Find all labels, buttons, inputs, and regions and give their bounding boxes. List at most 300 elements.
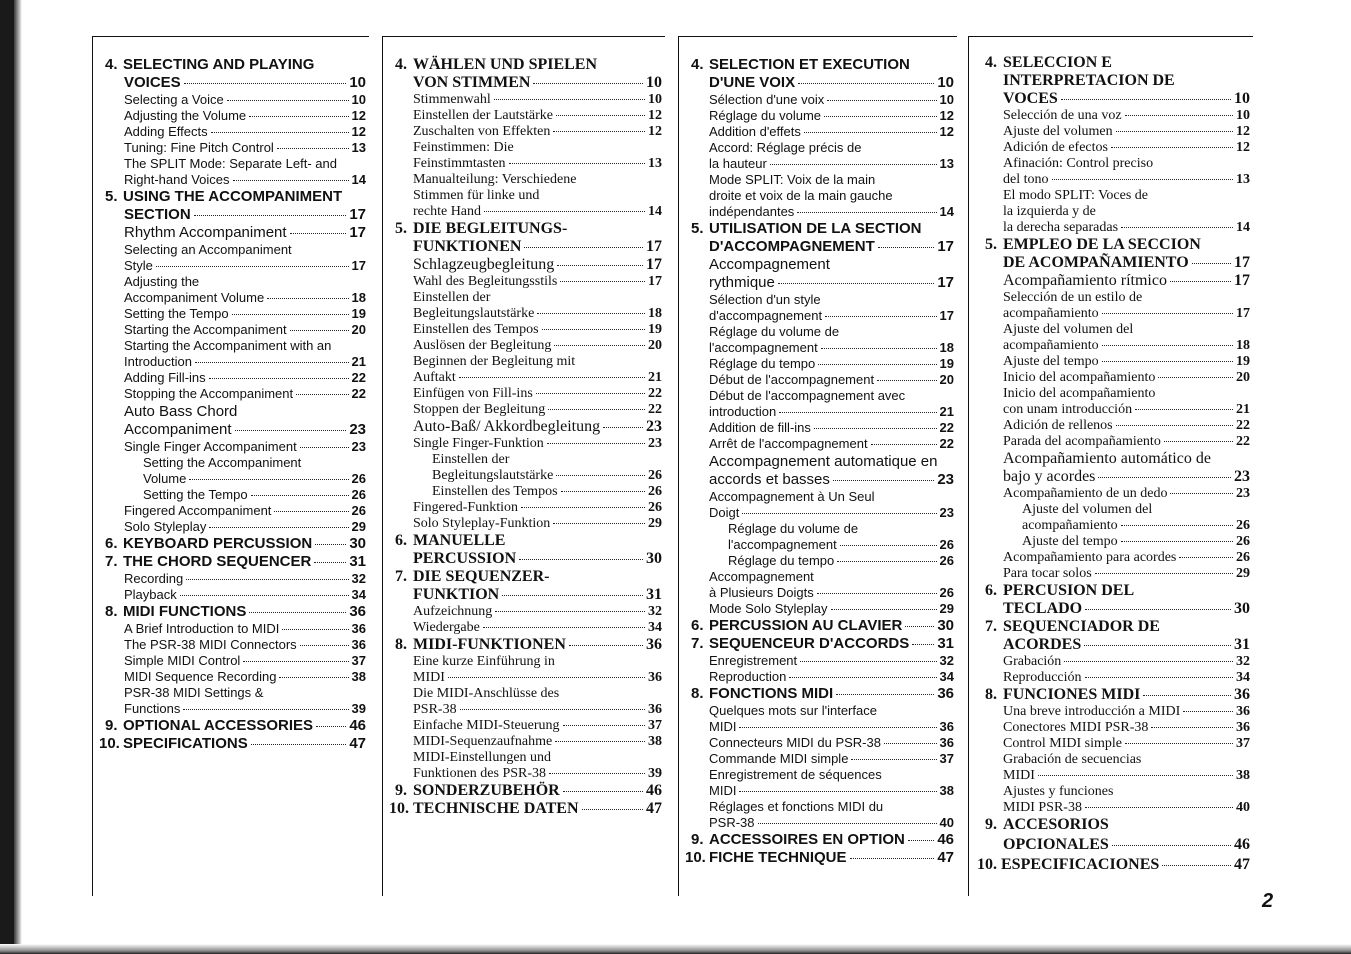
entry-page-number: 26 (939, 537, 954, 552)
entry-title: SELECTION ET EXECUTION (709, 56, 910, 73)
leader-dots (549, 773, 645, 774)
toc-entry (383, 354, 670, 370)
entry-title: PERCUSSION (413, 550, 517, 567)
toc-section-entry (679, 238, 962, 255)
toc-entry (93, 140, 374, 155)
entry-page-number: 13 (648, 156, 662, 171)
entry-page-number: 17 (937, 238, 954, 255)
entry-title: Doigt (709, 505, 740, 520)
toc-section-entry (969, 236, 1258, 254)
entry-page-number: 14 (648, 204, 662, 219)
toc-section-entry (93, 717, 374, 734)
toc-entry (383, 734, 670, 750)
entry-title: Single Finger-Funktion (413, 436, 544, 451)
toc-section-entry (383, 550, 670, 568)
entry-title: Accompagnement (709, 569, 814, 584)
entry-title: Selecting a Voice (124, 92, 224, 107)
entry-page-number: 30 (646, 550, 662, 567)
section-number: 6. (395, 532, 407, 549)
entry-page-number: 37 (648, 718, 662, 733)
entry-title: acompañamiento (1003, 338, 1099, 353)
entry-title: Ajuste del tempo (1003, 354, 1099, 369)
section-number: 9. (691, 831, 704, 848)
leader-dots (818, 364, 936, 365)
entry-page-number: 10 (351, 92, 366, 107)
leader-dots (827, 100, 936, 101)
entry-title: D'UNE VOIX (709, 74, 796, 91)
toc-entry (93, 92, 374, 107)
entry-title: Die MIDI-Anschlüsse des (413, 686, 560, 701)
entry-page-number: 40 (1236, 800, 1250, 815)
toc-column-de (382, 36, 670, 896)
leader-dots (243, 661, 348, 662)
leader-dots (814, 428, 937, 429)
leader-dots (300, 645, 349, 646)
leader-dots (1085, 677, 1233, 678)
entry-title: Solo Styleplay-Funktion (413, 516, 551, 531)
leader-dots (739, 791, 936, 792)
entry-title: Eine kurze Einführung in (413, 654, 555, 669)
toc-entry (383, 108, 670, 124)
leader-dots (554, 345, 645, 346)
toc-entry (383, 718, 670, 734)
leader-dots (850, 858, 935, 859)
toc-entry (679, 204, 962, 219)
section-number: 8. (395, 636, 407, 653)
entry-title: introduction (709, 404, 777, 419)
toc-entry (383, 92, 670, 108)
entry-title: Einstellen der (432, 452, 510, 467)
entry-title: Stimmen für linke und (413, 188, 540, 203)
entry-page-number: 36 (349, 603, 366, 620)
leader-dots (563, 725, 645, 726)
entry-page-number: 37 (939, 751, 954, 766)
page-number: 2 (1262, 890, 1274, 912)
leader-dots (484, 211, 645, 212)
entry-page-number: 29 (1236, 566, 1250, 581)
entry-title: MIDI (1003, 768, 1035, 783)
toc-entry (93, 701, 374, 716)
entry-title: con unam introducción (1003, 402, 1133, 417)
entry-page-number: 17 (646, 256, 662, 273)
toc-entry (679, 436, 962, 451)
entry-title: VOCES (1003, 90, 1058, 107)
entry-title: ESPECIFICACIONES (1001, 856, 1160, 873)
entry-title: indépendantes (709, 204, 795, 219)
toc-entry (93, 322, 374, 337)
section-number: 4. (691, 56, 704, 73)
entry-page-number: 18 (1236, 338, 1250, 353)
leader-dots (1158, 377, 1233, 378)
toc-entry (383, 620, 670, 636)
toc-section-entry (383, 586, 670, 604)
entry-title: TECHNISCHE DATEN (413, 800, 579, 817)
entry-page-number: 26 (351, 471, 366, 486)
entry-title: Starting the Accompaniment with an (124, 338, 332, 353)
leader-dots (1102, 361, 1233, 362)
entry-title: Commande MIDI simple (709, 751, 849, 766)
toc-entry (93, 653, 374, 668)
entry-page-number: 17 (937, 274, 954, 291)
toc-section-entry (679, 849, 962, 866)
section-number: 9. (985, 816, 997, 833)
toc-entry (93, 258, 374, 273)
leader-dots (1085, 609, 1231, 610)
entry-page-number: 31 (937, 635, 954, 652)
entry-page-number: 26 (648, 468, 662, 483)
toc-column-fr (678, 36, 962, 896)
section-number: 5. (691, 220, 704, 237)
entry-title: Einfügen von Fill-ins (413, 386, 533, 401)
entry-title: UTILISATION DE LA SECTION (709, 220, 922, 237)
entry-page-number: 12 (648, 124, 662, 139)
toc-entry (679, 292, 962, 307)
entry-title: Parada del acompañamiento (1003, 434, 1161, 449)
toc-entry (679, 767, 962, 782)
toc-entry (383, 766, 670, 782)
leader-dots (1116, 425, 1233, 426)
entry-page-number: 29 (648, 516, 662, 531)
entry-page-number: 36 (1236, 720, 1250, 735)
section-number: 9. (395, 782, 407, 799)
section-number: 5. (395, 220, 407, 237)
entry-page-number: 13 (351, 140, 366, 155)
leader-dots (821, 348, 937, 349)
toc-entry (969, 736, 1258, 752)
entry-title: Enregistrement (709, 653, 798, 668)
leader-dots (537, 313, 645, 314)
toc-section-entry (679, 685, 962, 702)
leader-dots (824, 116, 937, 117)
entry-page-number: 17 (939, 308, 954, 323)
leader-dots (315, 544, 346, 545)
entry-page-number: 19 (1236, 354, 1250, 369)
entry-title: Auslösen der Begleitung (413, 338, 552, 353)
entry-title: FUNCIONES MIDI (1003, 686, 1141, 703)
leader-dots (536, 393, 645, 394)
toc-entry (969, 670, 1258, 686)
leader-dots (1121, 525, 1233, 526)
toc-section-entry (969, 836, 1258, 854)
toc-section-entry (93, 74, 374, 91)
entry-title: Control MIDI simple (1003, 736, 1122, 751)
entry-page-number: 21 (939, 404, 954, 419)
entry-page-number: 22 (1236, 418, 1250, 433)
toc-entry (679, 256, 962, 273)
toc-entry (969, 204, 1258, 220)
entry-page-number: 23 (937, 471, 954, 488)
entry-page-number: 46 (349, 717, 366, 734)
page-bottom-edge (0, 944, 1351, 954)
entry-page-number: 37 (351, 653, 366, 668)
toc-entry (679, 653, 962, 668)
entry-page-number: 13 (939, 156, 954, 171)
leader-dots (521, 507, 645, 508)
entry-title: ACCESSOIRES EN OPTION (709, 831, 905, 848)
entry-title: Ajuste del volumen del (1022, 502, 1153, 517)
leader-dots (1151, 727, 1233, 728)
toc-entry (93, 354, 374, 369)
entry-title: ACORDES (1003, 636, 1082, 653)
toc-entry (969, 784, 1258, 800)
leader-dots (556, 475, 645, 476)
entry-title: Single Finger Accompaniment (124, 439, 297, 454)
toc-section-entry (969, 686, 1258, 704)
toc-entry (93, 637, 374, 652)
entry-page-number: 26 (648, 500, 662, 515)
leader-dots (494, 99, 645, 100)
toc-entry (679, 585, 962, 600)
toc-section-entry (969, 816, 1258, 834)
leader-dots (183, 709, 348, 710)
toc-section-entry (383, 220, 670, 238)
leader-dots (232, 314, 349, 315)
entry-page-number: 10 (1234, 90, 1250, 107)
section-number: 4. (105, 56, 118, 73)
toc-entry (383, 604, 670, 620)
book-binding-edge (0, 0, 36, 954)
entry-page-number: 47 (1234, 856, 1250, 873)
toc-entry (679, 505, 962, 520)
toc-entry (383, 140, 670, 156)
leader-dots (1064, 661, 1233, 662)
entry-page-number: 32 (939, 653, 954, 668)
toc-entry (93, 455, 374, 470)
leader-dots (563, 791, 643, 792)
section-number: 10. (99, 735, 120, 752)
entry-title: Inicio del acompañamiento (1003, 386, 1156, 401)
entry-page-number: 23 (1234, 468, 1250, 485)
toc-entry (93, 306, 374, 321)
column-top-rule (969, 36, 1253, 37)
toc-entry (383, 750, 670, 766)
leader-dots (825, 316, 936, 317)
leader-dots (233, 180, 349, 181)
leader-dots (180, 595, 349, 596)
entry-page-number: 23 (648, 436, 662, 451)
entry-title: Begleitungslautstärke (413, 306, 535, 321)
entry-title: l'accompagnement (709, 340, 818, 355)
leader-dots (274, 511, 348, 512)
entry-page-number: 10 (648, 92, 662, 107)
toc-section-entry (969, 90, 1258, 108)
leader-dots (569, 645, 643, 646)
toc-entry (93, 172, 374, 187)
toc-section-entry (679, 56, 962, 73)
entry-title: Acompañamiento rítmico (1003, 272, 1167, 289)
toc-entry (93, 338, 374, 353)
entry-title: Réglage du volume de (728, 521, 859, 536)
entry-page-number: 32 (648, 604, 662, 619)
leader-dots (277, 148, 349, 149)
entry-title: Einstellen des Tempos (432, 484, 558, 499)
entry-page-number: 17 (646, 238, 662, 255)
toc-entry (679, 719, 962, 734)
toc-entry (679, 140, 962, 155)
toc-entry (93, 685, 374, 700)
leader-dots (533, 83, 643, 84)
entry-title: Adding Effects (124, 124, 208, 139)
toc-entry (383, 702, 670, 718)
entry-title: Stimmenwahl (413, 92, 491, 107)
toc-entry (383, 436, 670, 452)
toc-entry (383, 256, 670, 274)
leader-dots (235, 430, 347, 431)
entry-title: Una breve introducción a MIDI (1003, 704, 1181, 719)
entry-title: Begleitungslautstärke (432, 468, 554, 483)
toc-entry (383, 386, 670, 402)
entry-title: PSR-38 (413, 702, 457, 717)
entry-title: Réglage du tempo (728, 553, 835, 568)
entry-page-number: 34 (1236, 670, 1250, 685)
toc-entry (679, 92, 962, 107)
leader-dots (1170, 493, 1233, 494)
leader-dots (249, 116, 348, 117)
entry-title: acompañamiento (1003, 306, 1099, 321)
toc-section-entry (383, 56, 670, 74)
toc-entry (969, 704, 1258, 720)
entry-title: SELECCION E (1003, 54, 1112, 71)
leader-dots (797, 212, 936, 213)
entry-title: Aufzeichnung (413, 604, 493, 619)
entry-title: Accompagnement automatique en (709, 453, 938, 470)
entry-title: PSR-38 MIDI Settings & (124, 685, 264, 700)
entry-title: Sélection d'une voix (709, 92, 825, 107)
column-top-rule (679, 36, 957, 37)
entry-page-number: 23 (939, 505, 954, 520)
toc-entry (969, 800, 1258, 816)
entry-title: Feinstimmen: Die (413, 140, 514, 155)
leader-dots (542, 329, 645, 330)
entry-title: Setting the Accompaniment (143, 455, 302, 470)
column-top-rule (383, 36, 665, 37)
leader-dots (553, 131, 645, 132)
entry-page-number: 36 (648, 702, 662, 717)
entry-page-number: 47 (349, 735, 366, 752)
entry-title: A Brief Introduction to MIDI (124, 621, 280, 636)
entry-page-number: 18 (351, 290, 366, 305)
entry-page-number: 36 (1234, 686, 1250, 703)
entry-page-number: 39 (351, 701, 366, 716)
toc-entry (679, 489, 962, 504)
entry-page-number: 38 (351, 669, 366, 684)
section-number: 8. (985, 686, 997, 703)
toc-section-entry (93, 603, 374, 620)
entry-page-number: 17 (1234, 254, 1250, 271)
entry-page-number: 30 (1234, 600, 1250, 617)
entry-page-number: 37 (1236, 736, 1250, 751)
toc-entry (969, 752, 1258, 768)
entry-title: ACCESORIOS (1003, 816, 1109, 833)
entry-title: Accord: Réglage précis de (709, 140, 862, 155)
toc-section-entry (383, 800, 670, 818)
toc-section-entry (969, 600, 1258, 618)
entry-page-number: 17 (1236, 306, 1250, 321)
leader-dots (798, 83, 934, 84)
entry-title: Auto-Baß/ Akkordbegleitung (413, 418, 601, 435)
toc-entry (383, 156, 670, 172)
entry-title: OPCIONALES (1003, 836, 1109, 853)
entry-title: Tuning: Fine Pitch Control (124, 140, 274, 155)
entry-title: OPTIONAL ACCESSORIES (123, 717, 314, 734)
entry-title: Quelques mots sur l'interface (709, 703, 877, 718)
section-number: 8. (105, 603, 118, 620)
leader-dots (524, 247, 643, 248)
toc-entry (969, 338, 1258, 354)
entry-title: Ajuste del volumen (1003, 124, 1113, 139)
toc-entry (383, 468, 670, 484)
toc-entry (93, 519, 374, 534)
entry-title: SELECTING AND PLAYING (123, 56, 315, 73)
leader-dots (908, 840, 934, 841)
toc-entry (679, 537, 962, 552)
entry-page-number: 20 (1236, 370, 1250, 385)
entry-title: Manualteilung: Verschiedene (413, 172, 577, 187)
leader-dots (296, 394, 348, 395)
toc-entry (969, 534, 1258, 550)
section-number: 8. (691, 685, 704, 702)
leader-dots (547, 443, 645, 444)
leader-dots (1121, 227, 1233, 228)
entry-title: Recording (124, 571, 184, 586)
entry-page-number: 26 (351, 487, 366, 502)
entry-title: FICHE TECHNIQUE (709, 849, 847, 866)
entry-page-number: 40 (939, 815, 954, 830)
leader-dots (800, 661, 936, 662)
entry-page-number: 19 (939, 356, 954, 371)
leader-dots (211, 132, 349, 133)
entry-page-number: 20 (648, 338, 662, 353)
toc-entry (969, 156, 1258, 172)
toc-entry (93, 290, 374, 305)
toc-entry (93, 156, 374, 171)
toc-section-entry (969, 618, 1258, 636)
entry-title: la hauteur (709, 156, 767, 171)
toc-entry (969, 322, 1258, 338)
toc-entry (93, 669, 374, 684)
toc-section-entry (969, 856, 1258, 874)
toc-entry (93, 421, 374, 438)
entry-title: KEYBOARD PERCUSSION (123, 535, 313, 552)
leader-dots (290, 233, 347, 234)
entry-title: Auto Bass Chord (124, 403, 238, 420)
toc-entry (969, 502, 1258, 518)
leader-dots (267, 298, 348, 299)
entry-page-number: 30 (349, 535, 366, 552)
toc-entry (383, 322, 670, 338)
entry-page-number: 23 (1236, 486, 1250, 501)
section-number: 7. (105, 553, 118, 570)
toc-entry (679, 388, 962, 403)
entry-title: Stoppen der Begleitung (413, 402, 546, 417)
entry-title: MIDI (413, 670, 445, 685)
entry-page-number: 10 (349, 74, 366, 91)
toc-entry (969, 188, 1258, 204)
leader-dots (459, 377, 645, 378)
toc-entry (969, 450, 1258, 468)
toc-entry (969, 486, 1258, 502)
entry-page-number: 26 (939, 553, 954, 568)
toc-entry (679, 274, 962, 291)
toc-entry (969, 140, 1258, 156)
leader-dots (316, 726, 346, 727)
toc-entry (93, 587, 374, 602)
section-number: 10. (389, 800, 409, 817)
toc-entry (383, 484, 670, 500)
entry-title: accords et basses (709, 471, 830, 488)
leader-dots (742, 513, 936, 514)
entry-title: Grabación (1003, 654, 1062, 669)
